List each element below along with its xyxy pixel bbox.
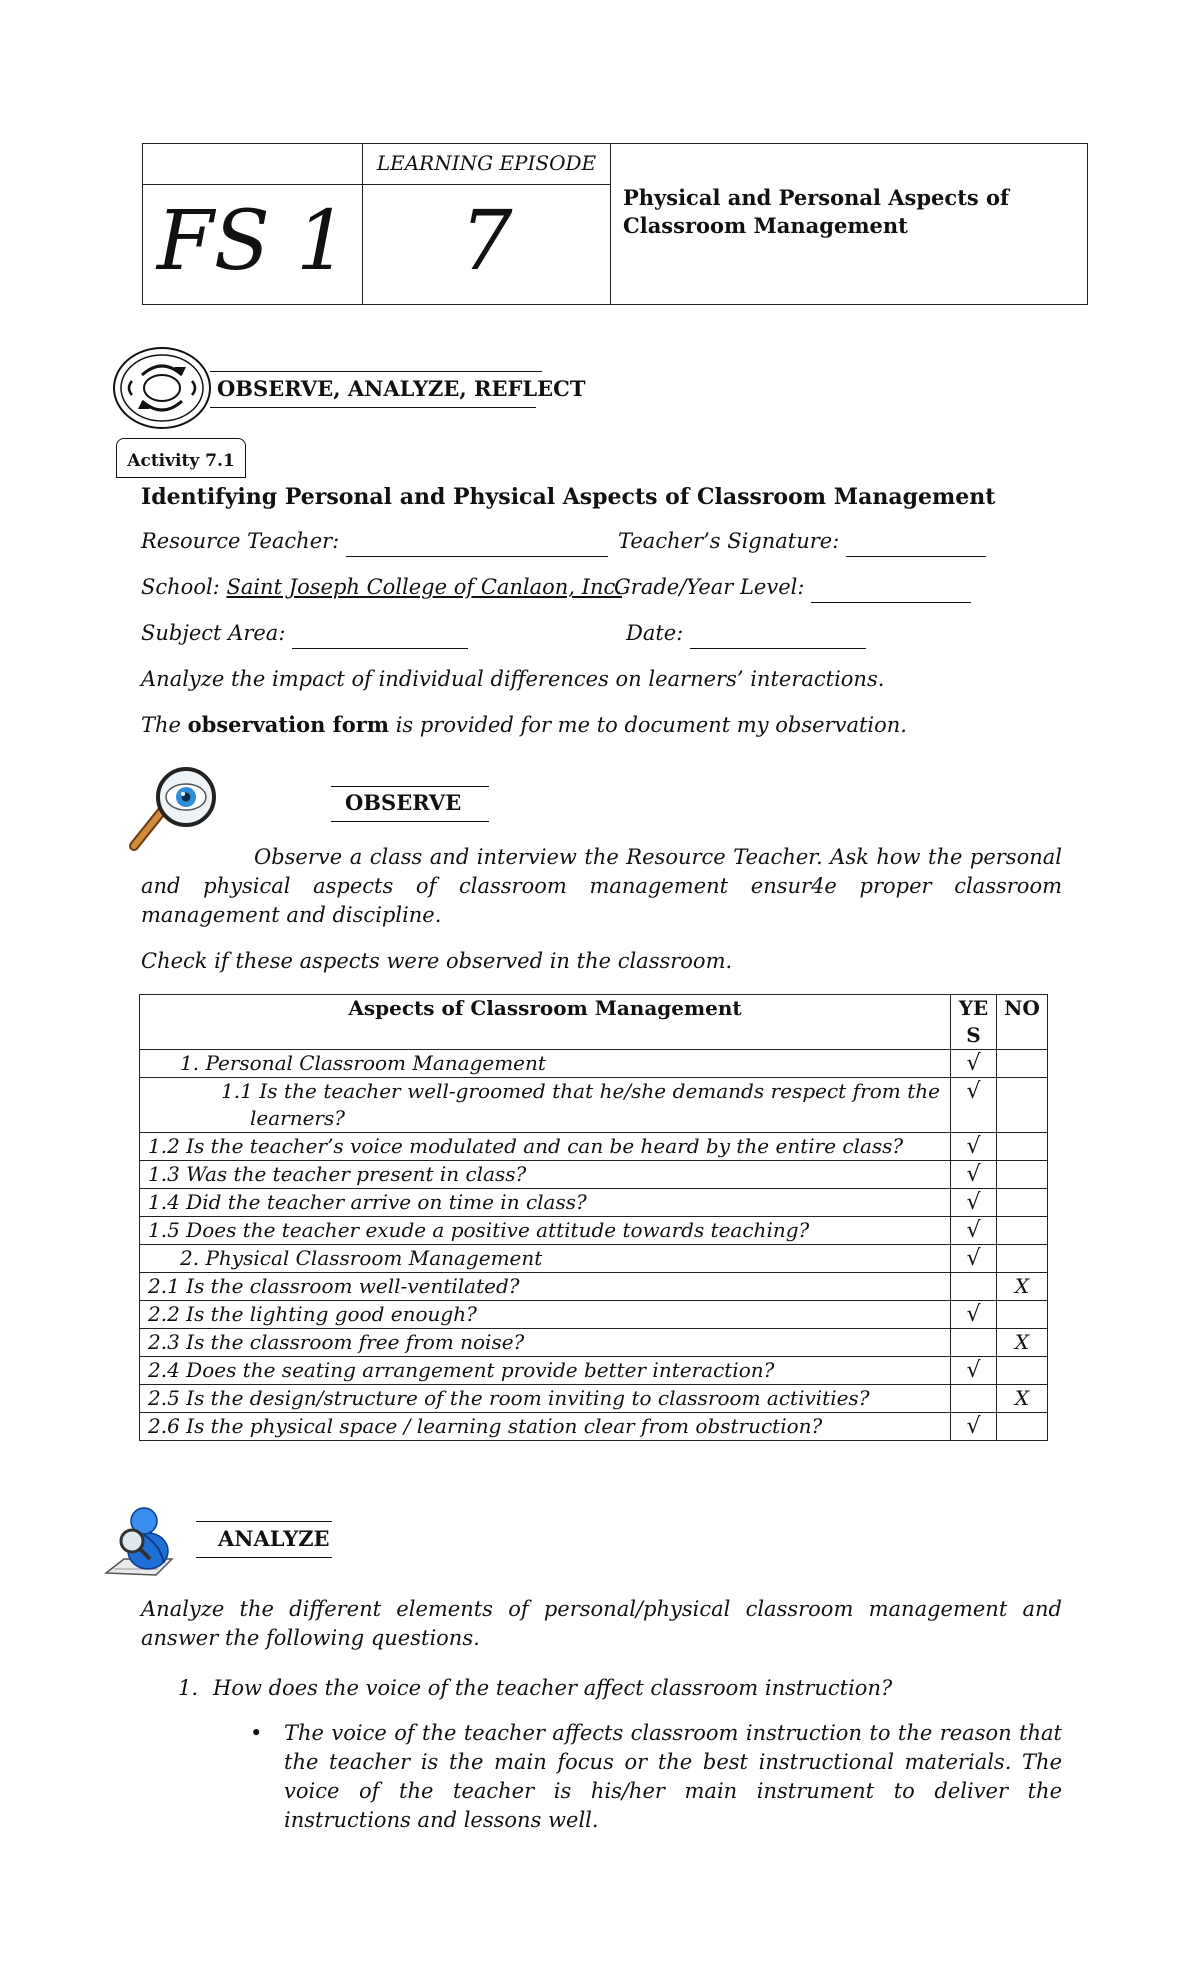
date-blank[interactable]	[690, 619, 866, 649]
aspect-question: 2.5 Is the design/structure of the room inviting to classroom activities?	[140, 1385, 951, 1413]
activity-title: Identifying Personal and Physical Aspects of Classroom Management	[141, 484, 996, 510]
signature-label: Teacher’s Signature:	[618, 529, 840, 553]
table-row	[140, 1050, 1048, 1078]
observe-instruction: Observe a class and interview the Resource Teacher. Ask how the personal and physical aspects of classroom management ensur4e proper classroom management and discipline.	[141, 845, 1062, 927]
grade-blank[interactable]	[811, 573, 971, 603]
aspect-question: 1.5 Does the teacher exude a positive attitude towards teaching?	[140, 1217, 951, 1245]
no-checkbox[interactable]	[997, 1301, 1048, 1329]
aspect-question: 1.2 Is the teacher’s voice modulated and can be heard by the entire class?	[140, 1133, 951, 1161]
aspect-question: 2. Physical Classroom Management	[140, 1245, 951, 1273]
yes-checkbox[interactable]: √	[951, 1357, 997, 1385]
resource-teacher-label: Resource Teacher:	[141, 529, 340, 553]
yes-checkbox[interactable]	[951, 1329, 997, 1357]
resource-teacher-blank[interactable]	[346, 527, 608, 557]
yes-checkbox[interactable]	[951, 1273, 997, 1301]
observe-rule-top	[331, 786, 489, 787]
date-field	[626, 619, 866, 649]
subject-label: Subject Area:	[141, 621, 286, 645]
subject-field	[141, 619, 468, 649]
table-row	[140, 1133, 1048, 1161]
no-checkbox[interactable]	[997, 1413, 1048, 1441]
table-row	[140, 1301, 1048, 1329]
yes-checkbox[interactable]	[951, 1385, 997, 1413]
col-yes: YES	[951, 995, 997, 1050]
observe-heading: OBSERVE	[345, 790, 462, 815]
check-instruction: Check if these aspects were observed in the classroom.	[141, 949, 733, 973]
analyze-rule-bottom	[196, 1557, 332, 1558]
table-row	[140, 1189, 1048, 1217]
col-no: NO	[997, 995, 1048, 1050]
school-label: School:	[141, 575, 220, 599]
course-code: FS 1	[156, 194, 349, 289]
aspect-question: 2.3 Is the classroom free from noise?	[140, 1329, 951, 1357]
no-checkbox[interactable]	[997, 1245, 1048, 1273]
grade-label: Grade/Year Level:	[614, 575, 805, 599]
aspect-question: 1.4 Did the teacher arrive on time in class?	[140, 1189, 951, 1217]
col-aspects: Aspects of Classroom Management	[140, 995, 951, 1050]
aspect-question: 1.1 Is the teacher well-groomed that he/she demands respect from the learners?	[140, 1078, 951, 1133]
intro-bold: observation form	[187, 712, 389, 737]
grade-field	[614, 573, 971, 603]
yes-checkbox[interactable]: √	[951, 1413, 997, 1441]
episode-number: 7	[460, 194, 513, 289]
episode-cell	[363, 144, 611, 304]
episode-title: Physical and Personal Aspects of Classroom Management	[623, 185, 1010, 238]
intro-line-2	[141, 710, 907, 740]
table-header-row	[140, 995, 1048, 1050]
intro-post: is provided for me to document my observation.	[395, 713, 907, 737]
analyze-heading: ANALYZE	[218, 1526, 330, 1551]
table-row	[140, 1245, 1048, 1273]
yes-checkbox[interactable]: √	[951, 1161, 997, 1189]
no-checkbox[interactable]	[997, 1078, 1048, 1133]
cycle-icon	[112, 345, 214, 431]
table-row	[140, 1357, 1048, 1385]
intro-line-1: Analyze the impact of individual differences on learners’ interactions.	[141, 667, 885, 691]
resource-teacher-field	[141, 527, 608, 557]
intro-pre: The	[141, 713, 181, 737]
table-row	[140, 1273, 1048, 1301]
course-cell-top	[143, 144, 362, 185]
table-row	[140, 1217, 1048, 1245]
magnifier-eye-icon	[126, 762, 222, 854]
table-row	[140, 1385, 1048, 1413]
question-1: How does the voice of the teacher affect classroom instruction?	[213, 1676, 893, 1700]
analyze-rule-top	[196, 1521, 332, 1522]
yes-checkbox[interactable]: √	[951, 1245, 997, 1273]
no-checkbox[interactable]: X	[997, 1273, 1048, 1301]
no-checkbox[interactable]	[997, 1217, 1048, 1245]
school-value: Saint Joseph College of Canlaon, Inc.	[226, 575, 622, 599]
no-checkbox[interactable]	[997, 1189, 1048, 1217]
yes-checkbox[interactable]: √	[951, 1050, 997, 1078]
signature-blank[interactable]	[846, 527, 986, 557]
table-row	[140, 1329, 1048, 1357]
analyzing-person-icon	[100, 1505, 180, 1581]
yes-checkbox[interactable]: √	[951, 1078, 997, 1133]
no-checkbox[interactable]	[997, 1050, 1048, 1078]
analyze-instruction: Analyze the different elements of personal/physical classroom management and answer the following questions.	[141, 1597, 1062, 1650]
no-checkbox[interactable]	[997, 1357, 1048, 1385]
no-checkbox[interactable]: X	[997, 1329, 1048, 1357]
no-checkbox[interactable]	[997, 1133, 1048, 1161]
aspect-question: 2.6 Is the physical space / learning station clear from obstruction?	[140, 1413, 951, 1441]
activity-tab-rule	[116, 477, 246, 478]
table-row	[140, 1078, 1048, 1133]
subject-blank[interactable]	[292, 619, 468, 649]
table-row	[140, 1161, 1048, 1189]
answer-1: The voice of the teacher affects classroom instruction to the reason that the teacher is the main focus or the best instructional materials. The voice of the teacher is his/her main instrument to deliver the instructions and lessons well.	[284, 1721, 1062, 1832]
episode-label: LEARNING EPISODE	[363, 144, 610, 185]
aspect-question: 1.3 Was the teacher present in class?	[140, 1161, 951, 1189]
observation-table	[139, 994, 1048, 1441]
aspect-question: 2.1 Is the classroom well-ventilated?	[140, 1273, 951, 1301]
signature-field	[618, 527, 986, 557]
table-row	[140, 1413, 1048, 1441]
banner-rule-top	[210, 371, 542, 372]
date-label: Date:	[626, 621, 684, 645]
episode-header	[142, 143, 1088, 305]
no-checkbox[interactable]	[997, 1161, 1048, 1189]
yes-checkbox[interactable]: √	[951, 1189, 997, 1217]
banner-rule-bottom	[210, 407, 536, 408]
no-checkbox[interactable]: X	[997, 1385, 1048, 1413]
answer-1-bullet: •	[250, 1721, 263, 1745]
section-banner: OBSERVE, ANALYZE, REFLECT	[217, 376, 586, 401]
yes-checkbox[interactable]: √	[951, 1301, 997, 1329]
yes-checkbox[interactable]: √	[951, 1133, 997, 1161]
aspect-question: 2.2 Is the lighting good enough?	[140, 1301, 951, 1329]
question-1-number: 1.	[178, 1676, 199, 1700]
course-cell	[143, 144, 363, 304]
observe-rule-bottom	[331, 821, 489, 822]
aspect-question: 2.4 Does the seating arrangement provide better interaction?	[140, 1357, 951, 1385]
activity-tab: Activity 7.1	[116, 438, 246, 478]
yes-checkbox[interactable]: √	[951, 1217, 997, 1245]
school-field	[141, 573, 622, 602]
aspect-question: 1. Personal Classroom Management	[140, 1050, 951, 1078]
